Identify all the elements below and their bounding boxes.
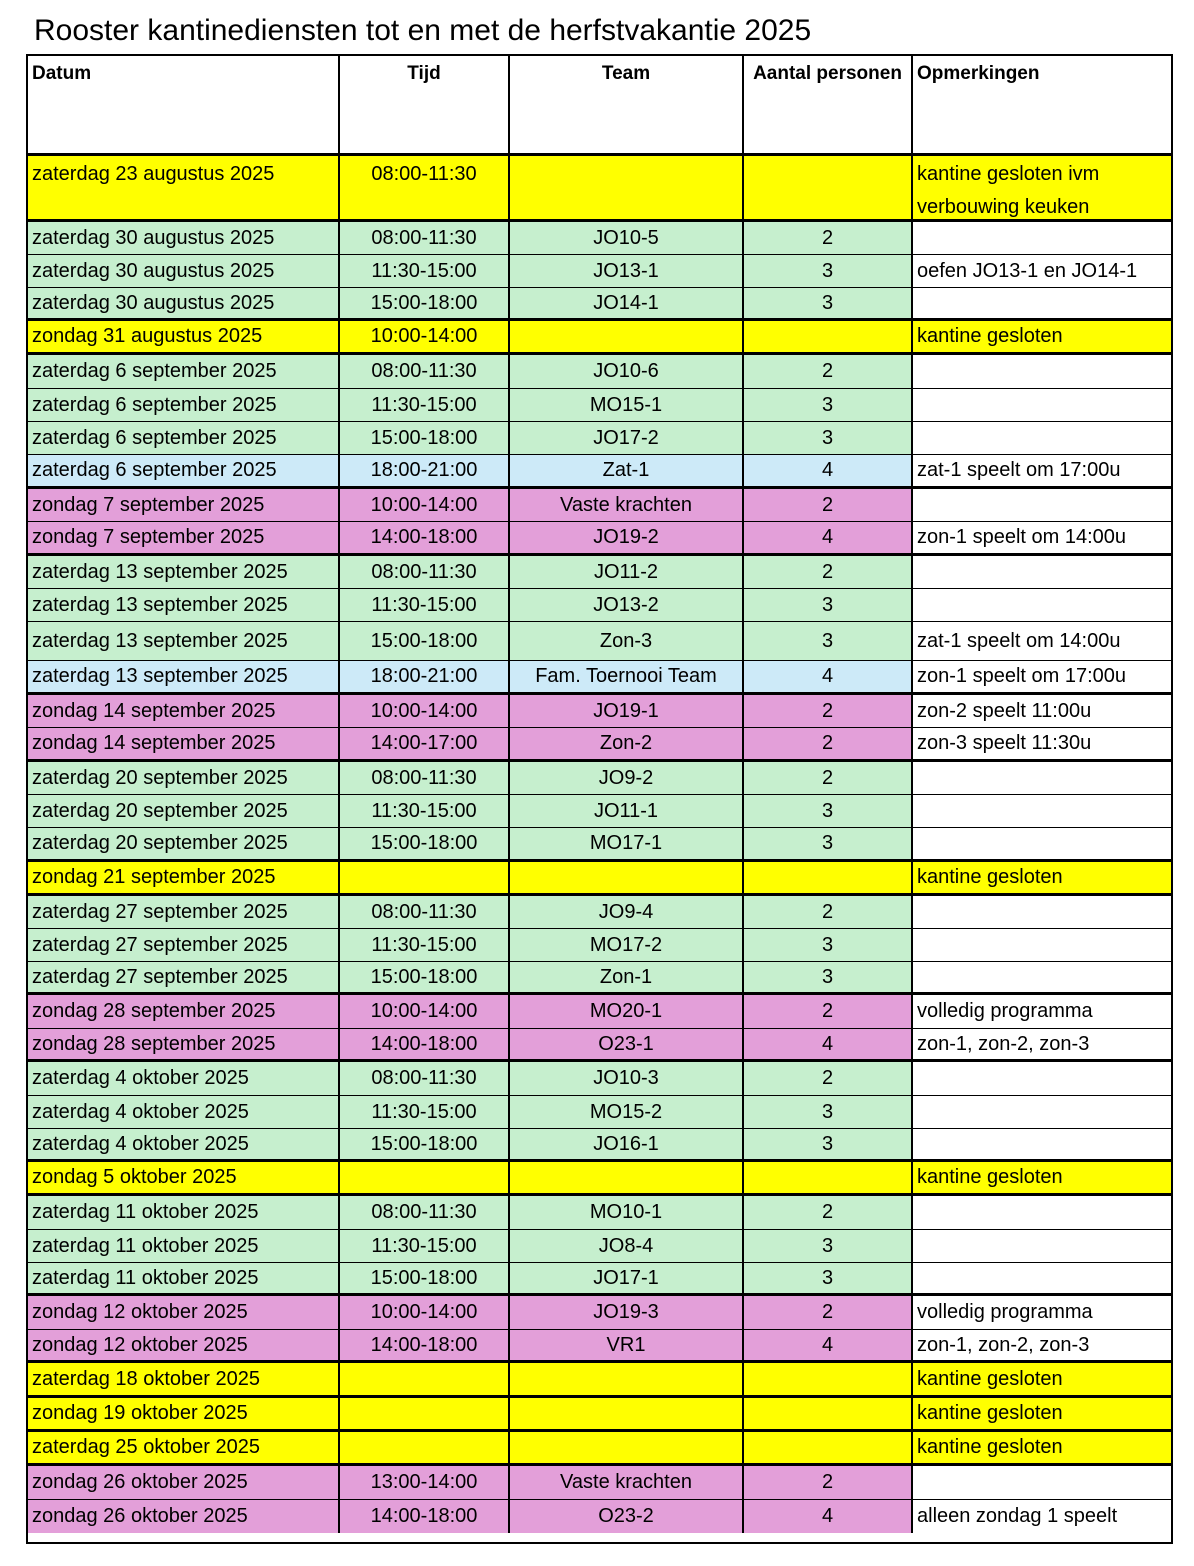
cell-tijd: 11:30-15:00 [338, 589, 508, 621]
cell-team: Vaste krachten [508, 1466, 742, 1499]
schedule-table [26, 54, 1173, 1544]
cell-team: VR1 [508, 1330, 742, 1360]
header-team: Team [508, 56, 742, 153]
cell-team: JO10-6 [508, 355, 742, 388]
cell-tijd: 11:30-15:00 [338, 929, 508, 961]
cell-tijd: 11:30-15:00 [338, 255, 508, 287]
cell-opmerkingen [911, 962, 1171, 992]
cell-tijd: 14:00-18:00 [338, 522, 508, 553]
cell-tijd: 15:00-18:00 [338, 622, 508, 660]
cell-team [508, 156, 742, 219]
cell-opmerkingen: kantine gesloten [911, 862, 1171, 893]
cell-tijd: 08:00-11:30 [338, 896, 508, 928]
cell-opmerkingen [911, 389, 1171, 421]
cell-datum: zaterdag 6 september 2025 [28, 422, 338, 454]
cell-tijd: 08:00-11:30 [338, 222, 508, 254]
cell-tijd: 15:00-18:00 [338, 1263, 508, 1293]
cell-team: MO17-1 [508, 828, 742, 859]
table-row [28, 1363, 1171, 1398]
cell-datum: zaterdag 27 september 2025 [28, 929, 338, 961]
cell-datum: zaterdag 25 oktober 2025 [28, 1432, 338, 1463]
cell-tijd [338, 1432, 508, 1463]
cell-tijd: 18:00-21:00 [338, 455, 508, 486]
table-row [28, 1162, 1171, 1196]
cell-tijd [338, 1363, 508, 1395]
cell-datum: zondag 28 september 2025 [28, 995, 338, 1028]
cell-opmerkingen [911, 422, 1171, 454]
cell-team: MO17-2 [508, 929, 742, 961]
table-row [28, 896, 1171, 929]
cell-team: JO19-1 [508, 695, 742, 727]
cell-datum: zaterdag 13 september 2025 [28, 589, 338, 621]
cell-aantal [742, 1398, 911, 1429]
table-row [28, 156, 1171, 222]
cell-tijd [338, 1162, 508, 1193]
table-header [28, 56, 1171, 156]
cell-team: JO8-4 [508, 1230, 742, 1262]
cell-opmerkingen: kantine gesloten ivm verbouwing keuken [911, 156, 1171, 219]
cell-aantal: 2 [742, 489, 911, 521]
table-row [28, 1466, 1171, 1500]
cell-team: Vaste krachten [508, 489, 742, 521]
table-row [28, 1432, 1171, 1466]
cell-datum: zaterdag 30 augustus 2025 [28, 288, 338, 318]
cell-datum: zaterdag 30 augustus 2025 [28, 222, 338, 254]
cell-aantal [742, 321, 911, 352]
cell-tijd: 14:00-18:00 [338, 1330, 508, 1360]
page-title: Rooster kantinediensten tot en met de herfstvakantie 2025 [34, 14, 812, 47]
cell-datum: zaterdag 11 oktober 2025 [28, 1230, 338, 1262]
table-row [28, 661, 1171, 695]
cell-aantal: 2 [742, 728, 911, 759]
cell-team: JO11-1 [508, 795, 742, 827]
cell-aantal [742, 1363, 911, 1395]
cell-datum: zaterdag 6 september 2025 [28, 455, 338, 486]
cell-team: JO19-2 [508, 522, 742, 553]
cell-aantal: 2 [742, 556, 911, 588]
cell-tijd: 08:00-11:30 [338, 1062, 508, 1095]
cell-opmerkingen [911, 288, 1171, 318]
cell-opmerkingen [911, 355, 1171, 388]
cell-aantal: 3 [742, 795, 911, 827]
cell-aantal: 2 [742, 355, 911, 388]
cell-tijd: 15:00-18:00 [338, 828, 508, 859]
cell-opmerkingen: zat-1 speelt om 14:00u [911, 622, 1171, 660]
cell-tijd: 13:00-14:00 [338, 1466, 508, 1499]
cell-tijd: 08:00-11:30 [338, 1196, 508, 1229]
table-row [28, 622, 1171, 661]
cell-tijd: 14:00-18:00 [338, 1029, 508, 1059]
cell-team: JO10-5 [508, 222, 742, 254]
cell-tijd: 10:00-14:00 [338, 695, 508, 727]
cell-opmerkingen: kantine gesloten [911, 1363, 1171, 1395]
cell-opmerkingen: kantine gesloten [911, 321, 1171, 352]
cell-team [508, 321, 742, 352]
cell-aantal: 2 [742, 695, 911, 727]
table-row [28, 1330, 1171, 1363]
cell-datum: zondag 26 oktober 2025 [28, 1466, 338, 1499]
cell-tijd: 15:00-18:00 [338, 1129, 508, 1159]
cell-datum: zaterdag 27 september 2025 [28, 896, 338, 928]
header-opmerkingen: Opmerkingen [911, 56, 1171, 153]
cell-datum: zaterdag 23 augustus 2025 [28, 156, 338, 219]
cell-opmerkingen: volledig programma [911, 995, 1171, 1028]
cell-tijd: 10:00-14:00 [338, 321, 508, 352]
header-datum: Datum [32, 63, 92, 84]
cell-datum: zondag 7 september 2025 [28, 522, 338, 553]
cell-opmerkingen [911, 1062, 1171, 1095]
cell-aantal [742, 1162, 911, 1193]
cell-team [508, 862, 742, 893]
table-row [28, 1062, 1171, 1096]
table-row [28, 1096, 1171, 1129]
table-row [28, 995, 1171, 1029]
header-tijd: Tijd [338, 56, 508, 153]
table-row [28, 1196, 1171, 1230]
table-row [28, 728, 1171, 762]
cell-opmerkingen [911, 828, 1171, 859]
table-row [28, 522, 1171, 556]
cell-team: JO11-2 [508, 556, 742, 588]
cell-datum: zondag 21 september 2025 [28, 862, 338, 893]
cell-datum: zondag 12 oktober 2025 [28, 1330, 338, 1360]
cell-opmerkingen: zon-2 speelt 11:00u [911, 695, 1171, 727]
cell-opmerkingen [911, 222, 1171, 254]
cell-aantal: 3 [742, 962, 911, 992]
cell-datum: zaterdag 11 oktober 2025 [28, 1196, 338, 1229]
cell-opmerkingen [911, 929, 1171, 961]
cell-aantal: 3 [742, 589, 911, 621]
cell-aantal: 2 [742, 1466, 911, 1499]
cell-datum: zaterdag 6 september 2025 [28, 389, 338, 421]
table-row [28, 355, 1171, 389]
cell-datum: zaterdag 6 september 2025 [28, 355, 338, 388]
cell-aantal: 4 [742, 455, 911, 486]
cell-team: Zon-1 [508, 962, 742, 992]
table-row [28, 589, 1171, 622]
cell-datum: zondag 14 september 2025 [28, 695, 338, 727]
table-row [28, 455, 1171, 489]
cell-datum: zaterdag 11 oktober 2025 [28, 1263, 338, 1293]
cell-opmerkingen: zon-1, zon-2, zon-3 [911, 1029, 1171, 1059]
cell-tijd: 10:00-14:00 [338, 1296, 508, 1329]
cell-team [508, 1432, 742, 1463]
cell-opmerkingen [911, 896, 1171, 928]
cell-aantal: 2 [742, 1196, 911, 1229]
cell-opmerkingen: volledig programma [911, 1296, 1171, 1329]
cell-opmerkingen [911, 1466, 1171, 1499]
cell-opmerkingen [911, 556, 1171, 588]
table-row [28, 1129, 1171, 1162]
cell-tijd: 08:00-11:30 [338, 355, 508, 388]
cell-aantal: 3 [742, 288, 911, 318]
table-row [28, 321, 1171, 355]
table-row [28, 556, 1171, 589]
cell-opmerkingen [911, 1263, 1171, 1293]
cell-team [508, 1162, 742, 1193]
table-row [28, 1263, 1171, 1296]
cell-aantal: 2 [742, 1062, 911, 1095]
table-body [28, 156, 1171, 1533]
cell-datum: zaterdag 20 september 2025 [28, 795, 338, 827]
cell-team: Zon-2 [508, 728, 742, 759]
cell-tijd: 11:30-15:00 [338, 1230, 508, 1262]
header-aantal: Aantal personen [742, 56, 911, 153]
cell-datum: zaterdag 13 september 2025 [28, 556, 338, 588]
cell-tijd: 14:00-17:00 [338, 728, 508, 759]
cell-opmerkingen [911, 762, 1171, 794]
cell-datum: zaterdag 4 oktober 2025 [28, 1129, 338, 1159]
cell-datum: zondag 14 september 2025 [28, 728, 338, 759]
cell-tijd: 18:00-21:00 [338, 661, 508, 692]
cell-aantal: 3 [742, 389, 911, 421]
cell-aantal: 4 [742, 1330, 911, 1360]
table-row [28, 288, 1171, 321]
cell-tijd: 08:00-11:30 [338, 762, 508, 794]
cell-opmerkingen [911, 589, 1171, 621]
cell-aantal: 4 [742, 1500, 911, 1533]
cell-team [508, 1398, 742, 1429]
table-row [28, 828, 1171, 862]
cell-opmerkingen [911, 1230, 1171, 1262]
cell-aantal: 4 [742, 661, 911, 692]
cell-tijd: 10:00-14:00 [338, 995, 508, 1028]
cell-team: JO17-1 [508, 1263, 742, 1293]
cell-datum: zondag 12 oktober 2025 [28, 1296, 338, 1329]
cell-datum: zondag 28 september 2025 [28, 1029, 338, 1059]
table-row [28, 695, 1171, 728]
cell-tijd: 11:30-15:00 [338, 1096, 508, 1128]
cell-opmerkingen [911, 489, 1171, 521]
table-row [28, 1230, 1171, 1263]
table-row [28, 1296, 1171, 1330]
table-row [28, 1029, 1171, 1062]
cell-aantal: 2 [742, 995, 911, 1028]
cell-team: JO10-3 [508, 1062, 742, 1095]
cell-team: JO13-2 [508, 589, 742, 621]
cell-opmerkingen: kantine gesloten [911, 1432, 1171, 1463]
cell-tijd [338, 862, 508, 893]
cell-aantal: 2 [742, 762, 911, 794]
cell-datum: zaterdag 18 oktober 2025 [28, 1363, 338, 1395]
cell-tijd: 08:00-11:30 [338, 556, 508, 588]
cell-tijd: 11:30-15:00 [338, 389, 508, 421]
cell-team: JO9-2 [508, 762, 742, 794]
cell-datum: zaterdag 20 september 2025 [28, 828, 338, 859]
cell-datum: zaterdag 4 oktober 2025 [28, 1062, 338, 1095]
cell-team: Zat-1 [508, 455, 742, 486]
cell-opmerkingen [911, 1196, 1171, 1229]
cell-datum: zondag 26 oktober 2025 [28, 1500, 338, 1533]
table-row [28, 862, 1171, 896]
cell-tijd: 14:00-18:00 [338, 1500, 508, 1533]
cell-aantal: 3 [742, 1096, 911, 1128]
cell-aantal: 3 [742, 1230, 911, 1262]
cell-tijd: 15:00-18:00 [338, 288, 508, 318]
cell-team: O23-2 [508, 1500, 742, 1533]
cell-aantal: 2 [742, 896, 911, 928]
cell-datum: zaterdag 30 augustus 2025 [28, 255, 338, 287]
cell-aantal: 3 [742, 1129, 911, 1159]
cell-opmerkingen: zon-3 speelt 11:30u [911, 728, 1171, 759]
cell-team: MO10-1 [508, 1196, 742, 1229]
cell-team: JO9-4 [508, 896, 742, 928]
cell-aantal: 3 [742, 1263, 911, 1293]
cell-opmerkingen: zon-1 speelt om 14:00u [911, 522, 1171, 553]
cell-aantal: 3 [742, 622, 911, 660]
cell-tijd: 15:00-18:00 [338, 962, 508, 992]
cell-tijd: 11:30-15:00 [338, 795, 508, 827]
cell-opmerkingen [911, 1129, 1171, 1159]
cell-opmerkingen: oefen JO13-1 en JO14-1 [911, 255, 1171, 287]
cell-datum: zaterdag 27 september 2025 [28, 962, 338, 992]
cell-tijd: 10:00-14:00 [338, 489, 508, 521]
cell-opmerkingen [911, 795, 1171, 827]
cell-datum: zaterdag 4 oktober 2025 [28, 1096, 338, 1128]
cell-team: Zon-3 [508, 622, 742, 660]
cell-team [508, 1363, 742, 1395]
cell-team: JO17-2 [508, 422, 742, 454]
cell-team: JO19-3 [508, 1296, 742, 1329]
cell-datum: zaterdag 13 september 2025 [28, 661, 338, 692]
cell-tijd: 08:00-11:30 [338, 156, 508, 219]
table-row [28, 962, 1171, 995]
cell-aantal: 2 [742, 222, 911, 254]
cell-aantal: 3 [742, 422, 911, 454]
cell-aantal [742, 1432, 911, 1463]
cell-opmerkingen: kantine gesloten [911, 1162, 1171, 1193]
cell-opmerkingen: alleen zondag 1 speelt [911, 1500, 1171, 1533]
cell-datum: zondag 19 oktober 2025 [28, 1398, 338, 1429]
cell-team: MO15-2 [508, 1096, 742, 1128]
table-row [28, 422, 1171, 455]
cell-datum: zondag 5 oktober 2025 [28, 1162, 338, 1193]
cell-datum: zaterdag 13 september 2025 [28, 622, 338, 660]
cell-opmerkingen [911, 1096, 1171, 1128]
cell-opmerkingen: zon-1, zon-2, zon-3 [911, 1330, 1171, 1360]
cell-team: MO15-1 [508, 389, 742, 421]
cell-team: JO13-1 [508, 255, 742, 287]
cell-aantal: 3 [742, 929, 911, 961]
cell-opmerkingen: zon-1 speelt om 17:00u [911, 661, 1171, 692]
cell-tijd [338, 1398, 508, 1429]
cell-aantal [742, 862, 911, 893]
cell-aantal: 3 [742, 828, 911, 859]
table-row [28, 1398, 1171, 1432]
table-row [28, 1500, 1171, 1533]
table-row [28, 489, 1171, 522]
cell-datum: zondag 31 augustus 2025 [28, 321, 338, 352]
cell-team: MO20-1 [508, 995, 742, 1028]
cell-team: JO14-1 [508, 288, 742, 318]
cell-aantal: 2 [742, 1296, 911, 1329]
cell-team: O23-1 [508, 1029, 742, 1059]
cell-aantal [742, 156, 911, 219]
table-row [28, 255, 1171, 288]
cell-opmerkingen: zat-1 speelt om 17:00u [911, 455, 1171, 486]
cell-aantal: 3 [742, 255, 911, 287]
cell-tijd: 15:00-18:00 [338, 422, 508, 454]
cell-datum: zondag 7 september 2025 [28, 489, 338, 521]
cell-datum: zaterdag 20 september 2025 [28, 762, 338, 794]
table-row [28, 389, 1171, 422]
cell-aantal: 4 [742, 522, 911, 553]
cell-team: Fam. Toernooi Team [508, 661, 742, 692]
table-row [28, 222, 1171, 255]
table-row [28, 795, 1171, 828]
cell-team: JO16-1 [508, 1129, 742, 1159]
cell-opmerkingen: kantine gesloten [911, 1398, 1171, 1429]
cell-aantal: 4 [742, 1029, 911, 1059]
table-row [28, 929, 1171, 962]
table-row [28, 762, 1171, 795]
